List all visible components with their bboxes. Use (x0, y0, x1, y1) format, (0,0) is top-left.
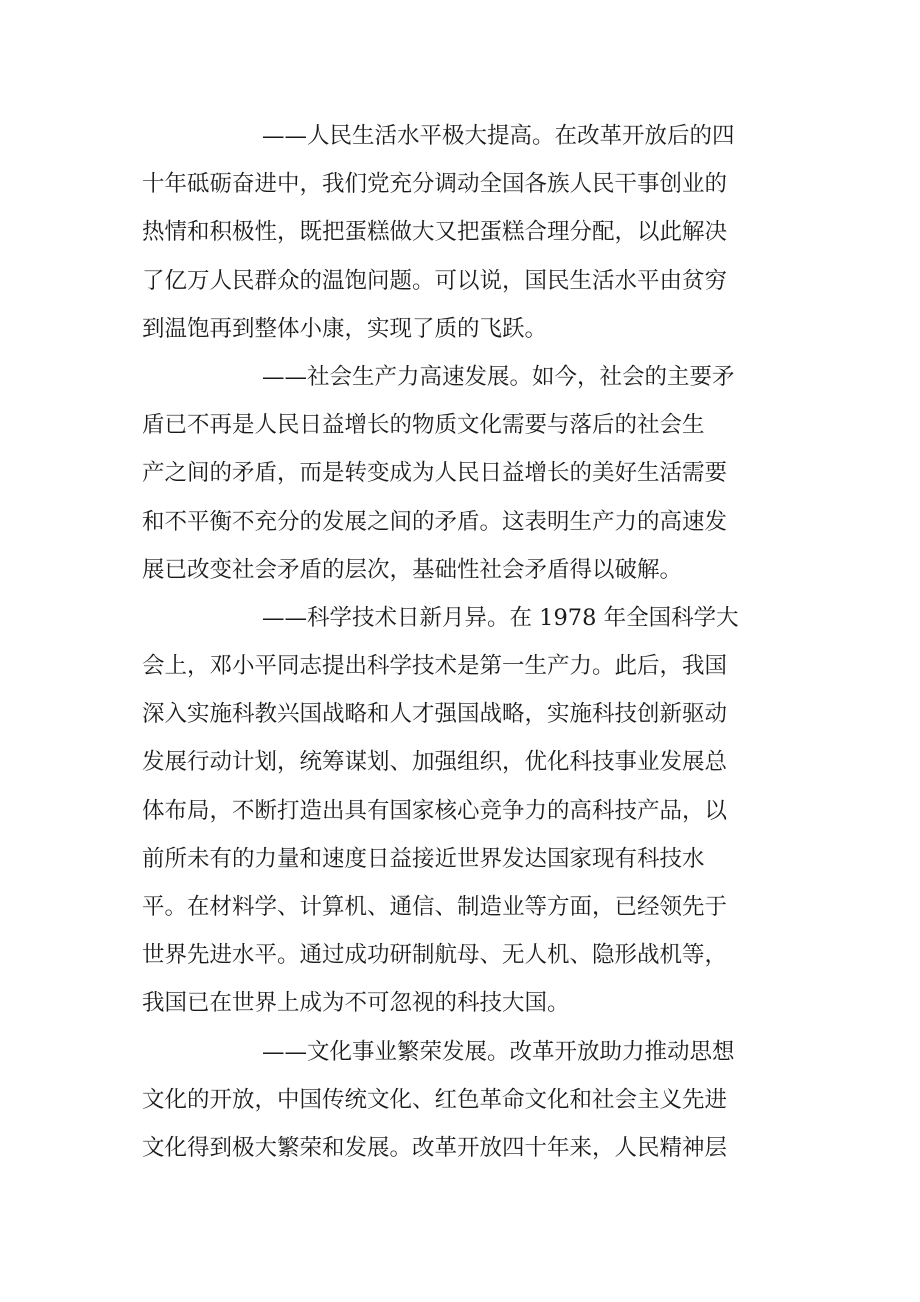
paragraph-3-line-3: 深入实施科教兴国战略和人才强国战略，实施科技创新驱动 (142, 701, 728, 728)
paragraph-2-line-5: 展已改变社会矛盾的层次，基础性社会矛盾得以破解。 (142, 556, 683, 583)
paragraph-2-line-4: 和不平衡不充分的发展之间的矛盾。这表明生产力的高速发 (142, 508, 728, 535)
paragraph-1-line-1: ——人民生活水平极大提高。在改革开放后的四 (262, 123, 735, 149)
paragraph-2-line-3: 产之间的矛盾，而是转变成为人民日益增长的美好生活需要 (142, 460, 728, 487)
paragraph-3-line-4: 发展行动计划，统筹谋划、加强组织，优化科技事业发展总 (142, 749, 728, 776)
paragraph-2-line-2: 盾已不再是人民日益增长的物质文化需要与落后的社会生 (142, 412, 705, 439)
paragraph-1-line-2: 十年砥砺奋进中，我们党充分调动全国各族人民干事创业的 (142, 171, 728, 198)
paragraph-3-line-2: 会上，邓小平同志提出科学技术是第一生产力。此后，我国 (142, 653, 728, 680)
paragraph-4-line-2: 文化的开放，中国传统文化、红色革命文化和社会主义先进 (142, 1086, 728, 1113)
paragraph-1-line-5: 到温饱再到整体小康，实现了质的飞跃。 (142, 315, 548, 342)
paragraph-4-line-3: 文化得到极大繁荣和发展。改革开放四十年来，人民精神层 (142, 1134, 728, 1161)
paragraph-1-line-4: 了亿万人民群众的温饱问题。可以说，国民生活水平由贫穷 (142, 267, 728, 294)
paragraph-4-line-1: ——文化事业繁荣发展。改革开放助力推动思想 (262, 1038, 735, 1065)
paragraph-3-line-6: 前所未有的力量和速度日益接近世界发达国家现有科技水 (142, 845, 705, 872)
paragraph-3-line-1: ——科学技术日新月异。在 1978 年全国科学大 (262, 604, 739, 631)
paragraph-2-line-1: ——社会生产力高速发展。如今，社会的主要矛 (262, 363, 735, 390)
paragraph-3-line-8: 世界先进水平。通过成功研制航母、无人机、隐形战机等， (142, 942, 728, 969)
paragraph-3-line-5: 体布局，不断打造出具有国家核心竞争力的高科技产品，以 (142, 797, 728, 824)
paragraph-1-line-3: 热情和积极性，既把蛋糕做大又把蛋糕合理分配，以此解决 (142, 219, 728, 246)
document-body (142, 112, 782, 1172)
paragraph-3-line-9: 我国已在世界上成为不可忽视的科技大国。 (142, 990, 570, 1017)
paragraph-3-line-7: 平。在材料学、计算机、通信、制造业等方面，已经领先于 (142, 894, 728, 920)
